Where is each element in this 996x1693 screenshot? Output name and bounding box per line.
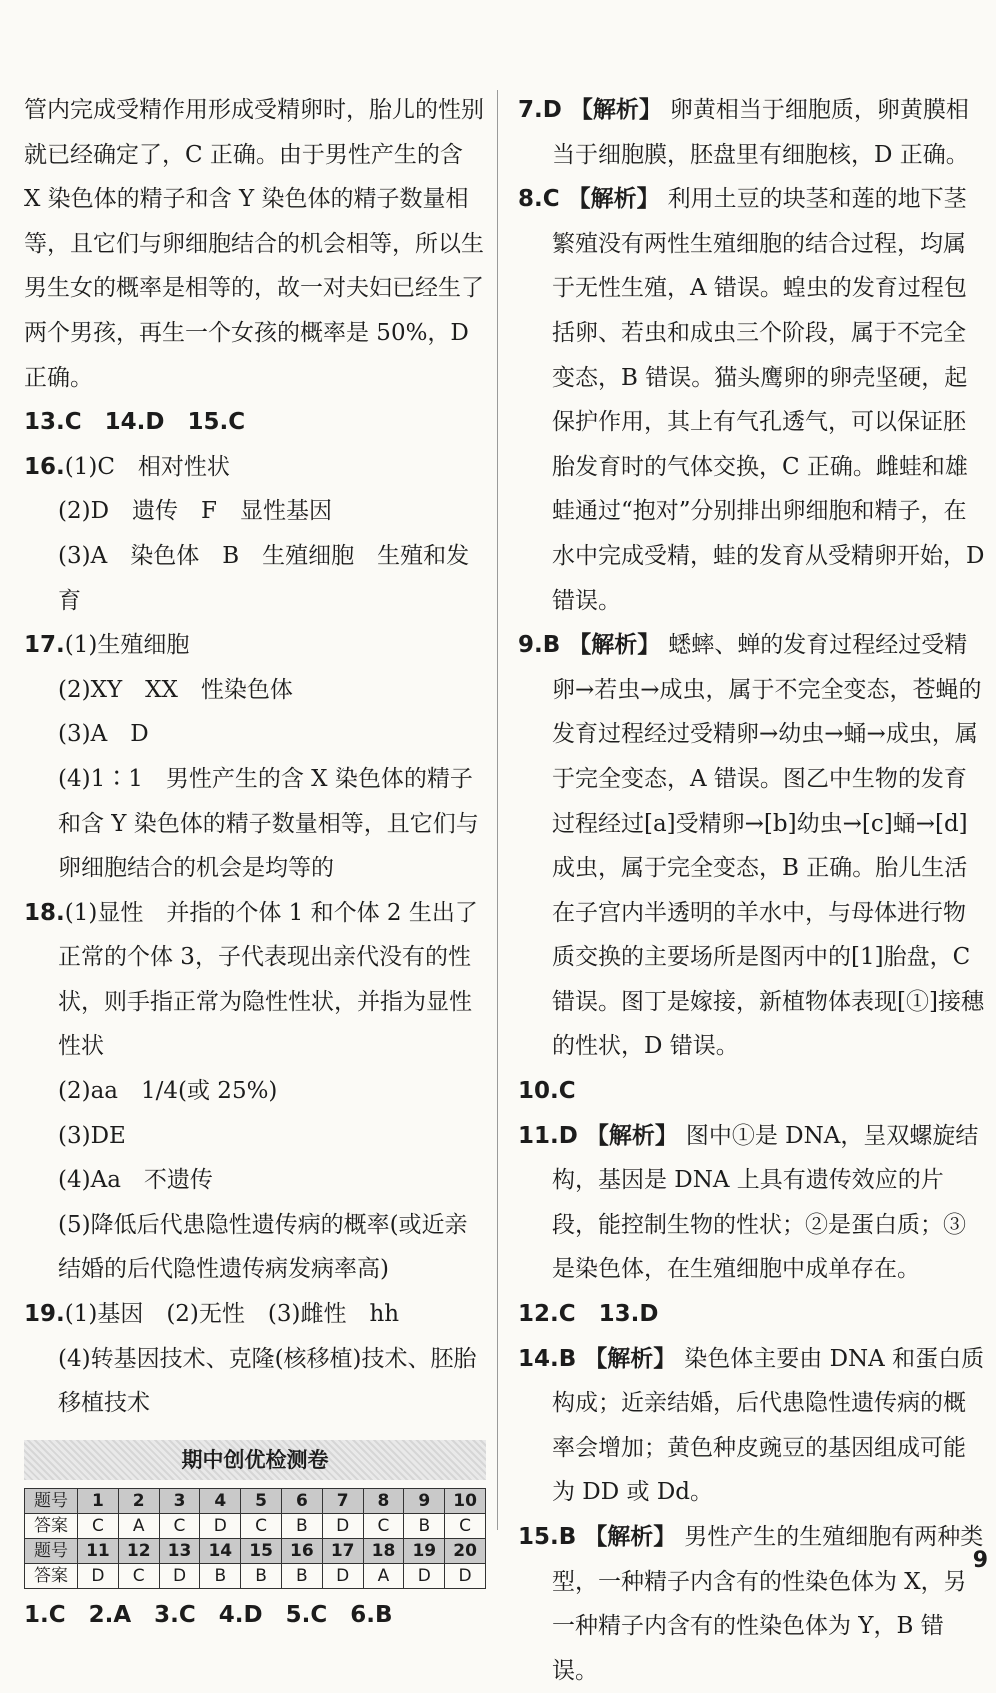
table-row bbox=[25, 1513, 486, 1538]
table-cell: C bbox=[363, 1513, 404, 1538]
answer-part: (5)降低后代患隐性遗传病的概率(或近亲结婚的后代隐性遗传病发病率高) bbox=[58, 1211, 468, 1283]
table-cell: D bbox=[445, 1563, 486, 1588]
table-cell: D bbox=[200, 1513, 241, 1538]
question-number: 11.D bbox=[518, 1122, 578, 1149]
answer-part: (2)D 遗传 F 显性基因 bbox=[58, 498, 332, 525]
answer-part: (1)基因 (2)无性 (3)雌性 hh bbox=[64, 1301, 400, 1328]
answer-part: (3)A 染色体 B 生殖细胞 生殖和发育 bbox=[58, 542, 470, 614]
table-header-cell: 题号 bbox=[25, 1488, 78, 1513]
table-cell: B bbox=[200, 1563, 241, 1588]
answer-part: (1)C 相对性状 bbox=[64, 453, 230, 480]
table-cell: 2 bbox=[118, 1488, 159, 1513]
table-cell: 14 bbox=[200, 1538, 241, 1563]
table-cell: D bbox=[78, 1563, 119, 1588]
answer-part: (1)生殖细胞 bbox=[64, 632, 190, 659]
analysis-text: 图中①是 DNA，呈双螺旋结构，基因是 DNA 上具有遗传效应的片段，能控制生物的性状；②是蛋白质；③是染色体，在生殖细胞中成单存在。 bbox=[552, 1122, 979, 1283]
answer-part: (4)Aa 不遗传 bbox=[58, 1167, 213, 1194]
analysis-text: 卵黄相当于细胞质，卵黄膜相当于细胞膜，胚盘里有细胞核，D 正确。 bbox=[552, 97, 969, 168]
table-cell: 18 bbox=[363, 1538, 404, 1563]
table-header-cell: 答案 bbox=[25, 1563, 78, 1588]
table-cell: D bbox=[404, 1563, 445, 1588]
table-cell: 19 bbox=[404, 1538, 445, 1563]
analysis-label: 【解析】 bbox=[569, 97, 662, 123]
analysis-text: 男性产生的生殖细胞有两种类型，一种精子内含有的性染色体为 X，另一种精子内含有的性染色体为 Y，B 错误。 bbox=[552, 1524, 984, 1684]
table-cell: D bbox=[322, 1563, 363, 1588]
table-cell: A bbox=[363, 1563, 404, 1588]
table-cell: 13 bbox=[159, 1538, 200, 1563]
table-cell: 17 bbox=[322, 1538, 363, 1563]
question-18 bbox=[24, 891, 486, 1292]
table-row bbox=[25, 1488, 486, 1513]
table-cell: 9 bbox=[404, 1488, 445, 1513]
question-number: 19. bbox=[24, 1301, 65, 1328]
table-cell: 16 bbox=[281, 1538, 322, 1563]
question-12-13: 12.C 13.D bbox=[518, 1301, 659, 1328]
table-cell: 7 bbox=[322, 1488, 363, 1513]
table-cell: 8 bbox=[363, 1488, 404, 1513]
answer-part: (3)A D bbox=[58, 721, 149, 748]
table-cell: 4 bbox=[200, 1488, 241, 1513]
table-cell: 5 bbox=[241, 1488, 282, 1513]
table-cell: C bbox=[445, 1513, 486, 1538]
table-row bbox=[25, 1538, 486, 1563]
analysis-label: 【解析】 bbox=[568, 632, 661, 659]
table-cell: A bbox=[118, 1513, 159, 1538]
question-8 bbox=[518, 177, 986, 623]
table-cell: 12 bbox=[118, 1538, 159, 1563]
question-14 bbox=[518, 1337, 986, 1515]
column-divider bbox=[497, 90, 498, 1530]
table-cell: 15 bbox=[241, 1538, 282, 1563]
page-number: 9 bbox=[972, 1548, 988, 1573]
question-19 bbox=[24, 1292, 486, 1426]
table-cell: 11 bbox=[78, 1538, 119, 1563]
answer-part: (4)1∶1 男性产生的含 X 染色体的精子和含 Y 染色体的精子数量相等，且它们与卵细胞结合的机会是均等的 bbox=[58, 765, 479, 882]
question-number: 9.B bbox=[518, 632, 561, 659]
table-header-cell: 答案 bbox=[25, 1513, 78, 1538]
analysis-text: 蟋蟀、蝉的发育过程经过受精卵→若虫→成虫，属于不完全变态，苍蝇的发育过程经过受精卵→幼虫→蛹→成虫，属于完全变态，A 错误。图乙中生物的发育过程经过[a]受精卵→[b]幼虫→[c]蛹→[d]成虫，属于完全变态，B 正确。胎儿生活在子宫内半透明的羊水中，与母体进行物质交换的主要场所是图丙中的[1]胎盘，C 错误。图丁是嫁接，新植物体表现[①]接穗的性状，D 错误。 bbox=[552, 632, 984, 1060]
question-7 bbox=[518, 88, 986, 177]
paragraph-continued: 管内完成受精作用形成受精卵时，胎儿的性别就已经确定了，C 正确。由于男性产生的含 X 染色体的精子和含 Y 染色体的精子数量相等，且它们与卵细胞结合的机会相等，所以生男生女的概率是相等的，故一对夫妇已经生了两个男孩，再生一个女孩的概率是 50%，D 正确。 bbox=[24, 97, 484, 391]
question-number: 7.D bbox=[518, 97, 562, 123]
table-cell: B bbox=[404, 1513, 445, 1538]
answer-line-1-6: 1.C 2.A 3.C 4.D 5.C 6.B bbox=[24, 1601, 393, 1628]
question-15 bbox=[518, 1515, 986, 1693]
answer-part: (2)XY XX 性染色体 bbox=[58, 676, 293, 703]
answer-part: (1)显性 并指的个体 1 和个体 2 生出了正常的个体 3，子代表现出亲代没有的性状，则手指正常为隐性性状，并指为显性性状 bbox=[58, 899, 478, 1060]
table-cell: 6 bbox=[281, 1488, 322, 1513]
analysis-label: 【解析】 bbox=[584, 1524, 677, 1550]
answer-table bbox=[24, 1488, 486, 1589]
table-cell: D bbox=[159, 1563, 200, 1588]
analysis-label: 【解析】 bbox=[585, 1122, 678, 1149]
question-number: 17. bbox=[24, 632, 65, 659]
answer-part: (4)转基因技术、克隆(核移植)技术、胚胎移植技术 bbox=[58, 1345, 477, 1417]
question-16 bbox=[24, 445, 486, 623]
table-cell: C bbox=[241, 1513, 282, 1538]
analysis-text: 利用土豆的块茎和莲的地下茎繁殖没有两性生殖细胞的结合过程，均属于无性生殖，A 错误。蝗虫的发育过程包括卵、若虫和成虫三个阶段，属于不完全变态，B 错误。猫头鹰卵的卵壳坚硬，起保护作用，其上有气孔透气，可以保证胚胎发育时的气体交换，C 正确。雌蛙和雄蛙通过“抱对”分别排出卵细胞和精子，在水中完成受精，蛙的发育从受精卵开始，D 错误。 bbox=[552, 186, 985, 614]
table-cell: 1 bbox=[78, 1488, 119, 1513]
table-cell: 3 bbox=[159, 1488, 200, 1513]
table-cell: B bbox=[241, 1563, 282, 1588]
question-number: 16. bbox=[24, 453, 65, 480]
question-number: 8.C bbox=[518, 186, 560, 213]
analysis-label: 【解析】 bbox=[567, 186, 660, 213]
question-17 bbox=[24, 623, 486, 891]
question-number: 15.B bbox=[518, 1524, 577, 1550]
left-column bbox=[24, 88, 486, 1637]
answer-line-13-15: 13.C 14.D 15.C bbox=[24, 409, 246, 436]
table-header-cell: 题号 bbox=[25, 1538, 78, 1563]
question-11 bbox=[518, 1114, 986, 1292]
right-column bbox=[518, 88, 986, 1693]
question-10: 10.C bbox=[518, 1078, 576, 1105]
question-number: 14.B bbox=[518, 1345, 577, 1372]
table-cell: D bbox=[322, 1513, 363, 1538]
analysis-label: 【解析】 bbox=[584, 1345, 677, 1372]
table-cell: 20 bbox=[445, 1538, 486, 1563]
table-row bbox=[25, 1563, 486, 1588]
table-cell: C bbox=[118, 1563, 159, 1588]
table-cell: C bbox=[78, 1513, 119, 1538]
section-title: 期中创优检测卷 bbox=[24, 1440, 486, 1480]
table-cell: B bbox=[281, 1563, 322, 1588]
table-cell: C bbox=[159, 1513, 200, 1538]
table-cell: 10 bbox=[445, 1488, 486, 1513]
analysis-text: 染色体主要由 DNA 和蛋白质构成；近亲结婚，后代患隐性遗传病的概率会增加；黄色种皮豌豆的基因组成可能为 DD 或 Dd。 bbox=[552, 1345, 985, 1506]
question-number: 18. bbox=[24, 899, 65, 926]
table-cell: B bbox=[281, 1513, 322, 1538]
answer-part: (3)DE bbox=[58, 1122, 126, 1149]
answer-part: (2)aa 1/4(或 25%) bbox=[58, 1078, 278, 1105]
question-9 bbox=[518, 623, 986, 1069]
